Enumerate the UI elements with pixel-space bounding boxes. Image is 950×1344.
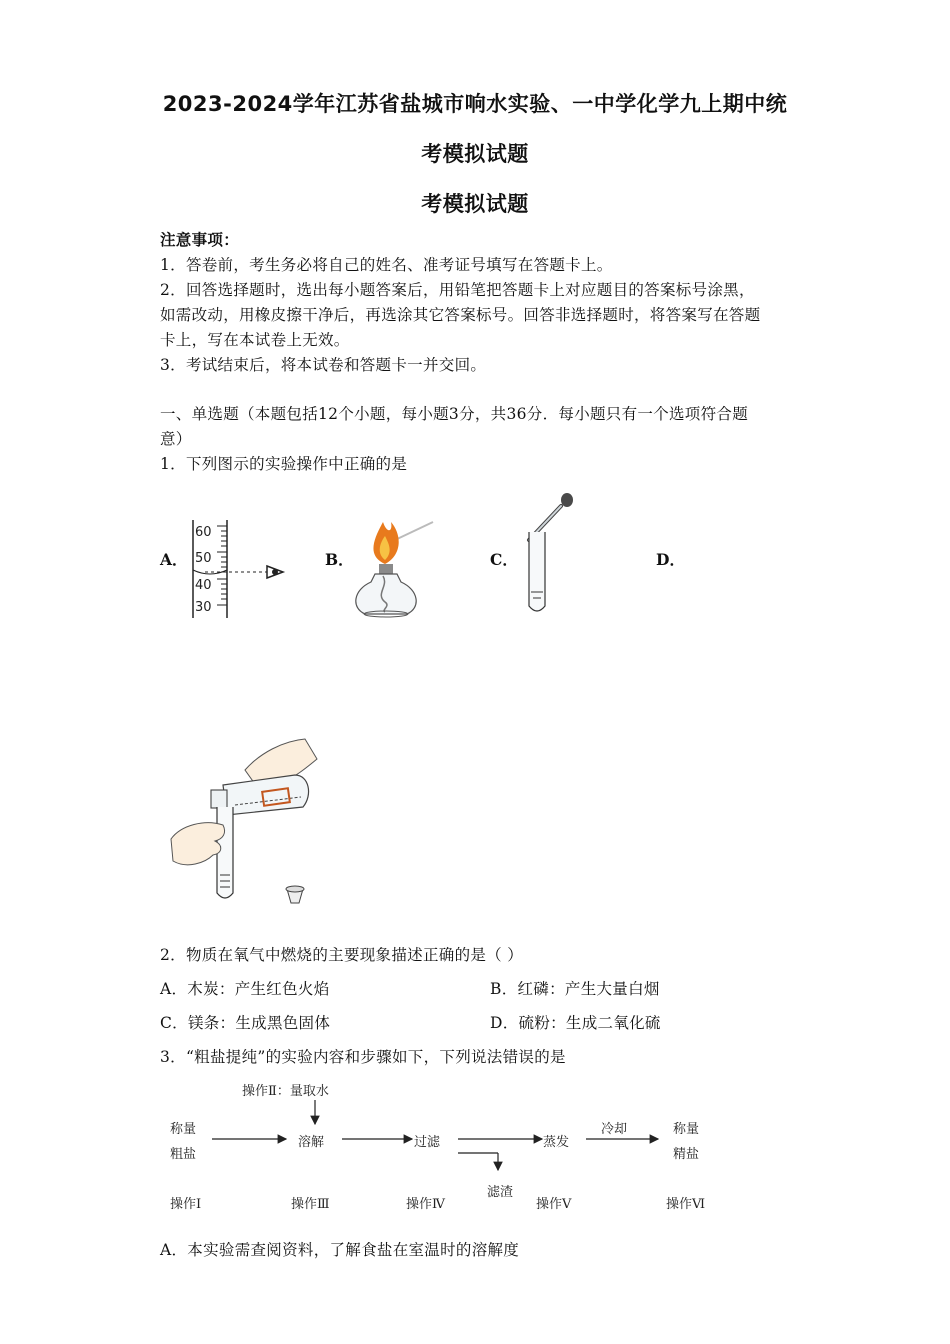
notice-heading: 注意事项： (160, 230, 240, 249)
section-heading-line2: 意） (160, 430, 192, 448)
flow-op6-label: 操作Ⅵ (666, 1197, 706, 1212)
notice-item-2-line3: 卡上，写在本试卷上无效。 (160, 331, 350, 349)
cylinder-tick-50: 50 (195, 551, 212, 566)
cylinder-tick-60: 60 (195, 525, 212, 540)
q2-option-a: A．木炭：产生红色火焰 (160, 980, 330, 998)
exam-title-line1: 2023-2024学年江苏省盐城市响水实验、一中学化学九上期中统 (162, 92, 788, 116)
flow-op3-label: 操作Ⅲ (291, 1197, 330, 1212)
pouring-liquid-figure (165, 735, 325, 910)
question-2-stem: 2．物质在氧气中燃烧的主要现象描述正确的是（ ） (160, 946, 523, 964)
flow-fine-salt-label: 精盐 (673, 1147, 700, 1162)
flow-op5-label: 操作Ⅴ (536, 1197, 572, 1212)
q1-option-b-label: B． (325, 550, 354, 569)
q1-option-d-label: D． (656, 550, 685, 569)
alcohol-lamp-figure (345, 516, 440, 624)
notice-item-2-line2: 如需改动，用橡皮擦干净后，再选涂其它答案标号。回答非选择题时，将答案写在答题 (160, 306, 761, 324)
q2-option-c: C．镁条：生成黑色固体 (160, 1014, 331, 1032)
flow-weigh-2-label: 称量 (673, 1122, 700, 1137)
section-heading-line1: 一、单选题（本题包括12个小题，每小题3分，共36分．每小题只有一个选项符合题 (160, 405, 749, 423)
cylinder-tick-30: 30 (195, 600, 212, 615)
eye-icon (267, 566, 283, 578)
question-1-stem: 1．下列图示的实验操作中正确的是 (160, 455, 408, 473)
q2-option-b: B．红磷：产生大量白烟 (490, 980, 660, 998)
notice-item-1: 1．答卷前，考生务必将自己的姓名、准考证号填写在答题卡上。 (160, 256, 613, 274)
flow-crude-salt-label: 粗盐 (170, 1147, 197, 1162)
exam-subtitle: 考模拟试题 (421, 192, 529, 216)
graduated-cylinder-figure (185, 516, 295, 624)
q1-option-c-label: C． (490, 550, 518, 569)
cylinder-tick-40: 40 (195, 578, 212, 593)
flow-arrows (200, 1098, 680, 1178)
exam-title-line2: 考模拟试题 (421, 142, 529, 166)
flow-dissolve-label: 溶解 (298, 1135, 325, 1150)
flow-cool-label: 冷却 (601, 1122, 628, 1137)
q3-option-a: A．本实验需查阅资料，了解食盐在室温时的溶解度 (160, 1241, 520, 1259)
flow-weigh-label: 称量 (170, 1122, 197, 1137)
q1-option-a-label: A． (160, 550, 188, 569)
flow-evaporate-label: 蒸发 (543, 1135, 570, 1150)
flow-op2-label: 操作Ⅱ：量取水 (242, 1084, 329, 1099)
notice-item-3: 3．考试结束后，将本试卷和答题卡一并交回。 (160, 356, 487, 374)
flow-filter-label: 过滤 (414, 1135, 441, 1150)
question-3-stem: 3．“粗盐提纯”的实验内容和步骤如下，下列说法错误的是 (160, 1048, 566, 1066)
flow-op4-label: 操作Ⅳ (406, 1197, 445, 1212)
flow-residue-label: 滤渣 (487, 1185, 514, 1200)
q2-option-d: D．硫粉：生成二氧化硫 (490, 1014, 661, 1032)
flow-op1-label: 操作Ⅰ (170, 1197, 202, 1212)
notice-item-2-line1: 2．回答选择题时，选出每小题答案后，用铅笔把答题卡上对应题目的答案标号涂黑， (160, 281, 755, 299)
dropper-test-tube-figure (515, 492, 585, 617)
